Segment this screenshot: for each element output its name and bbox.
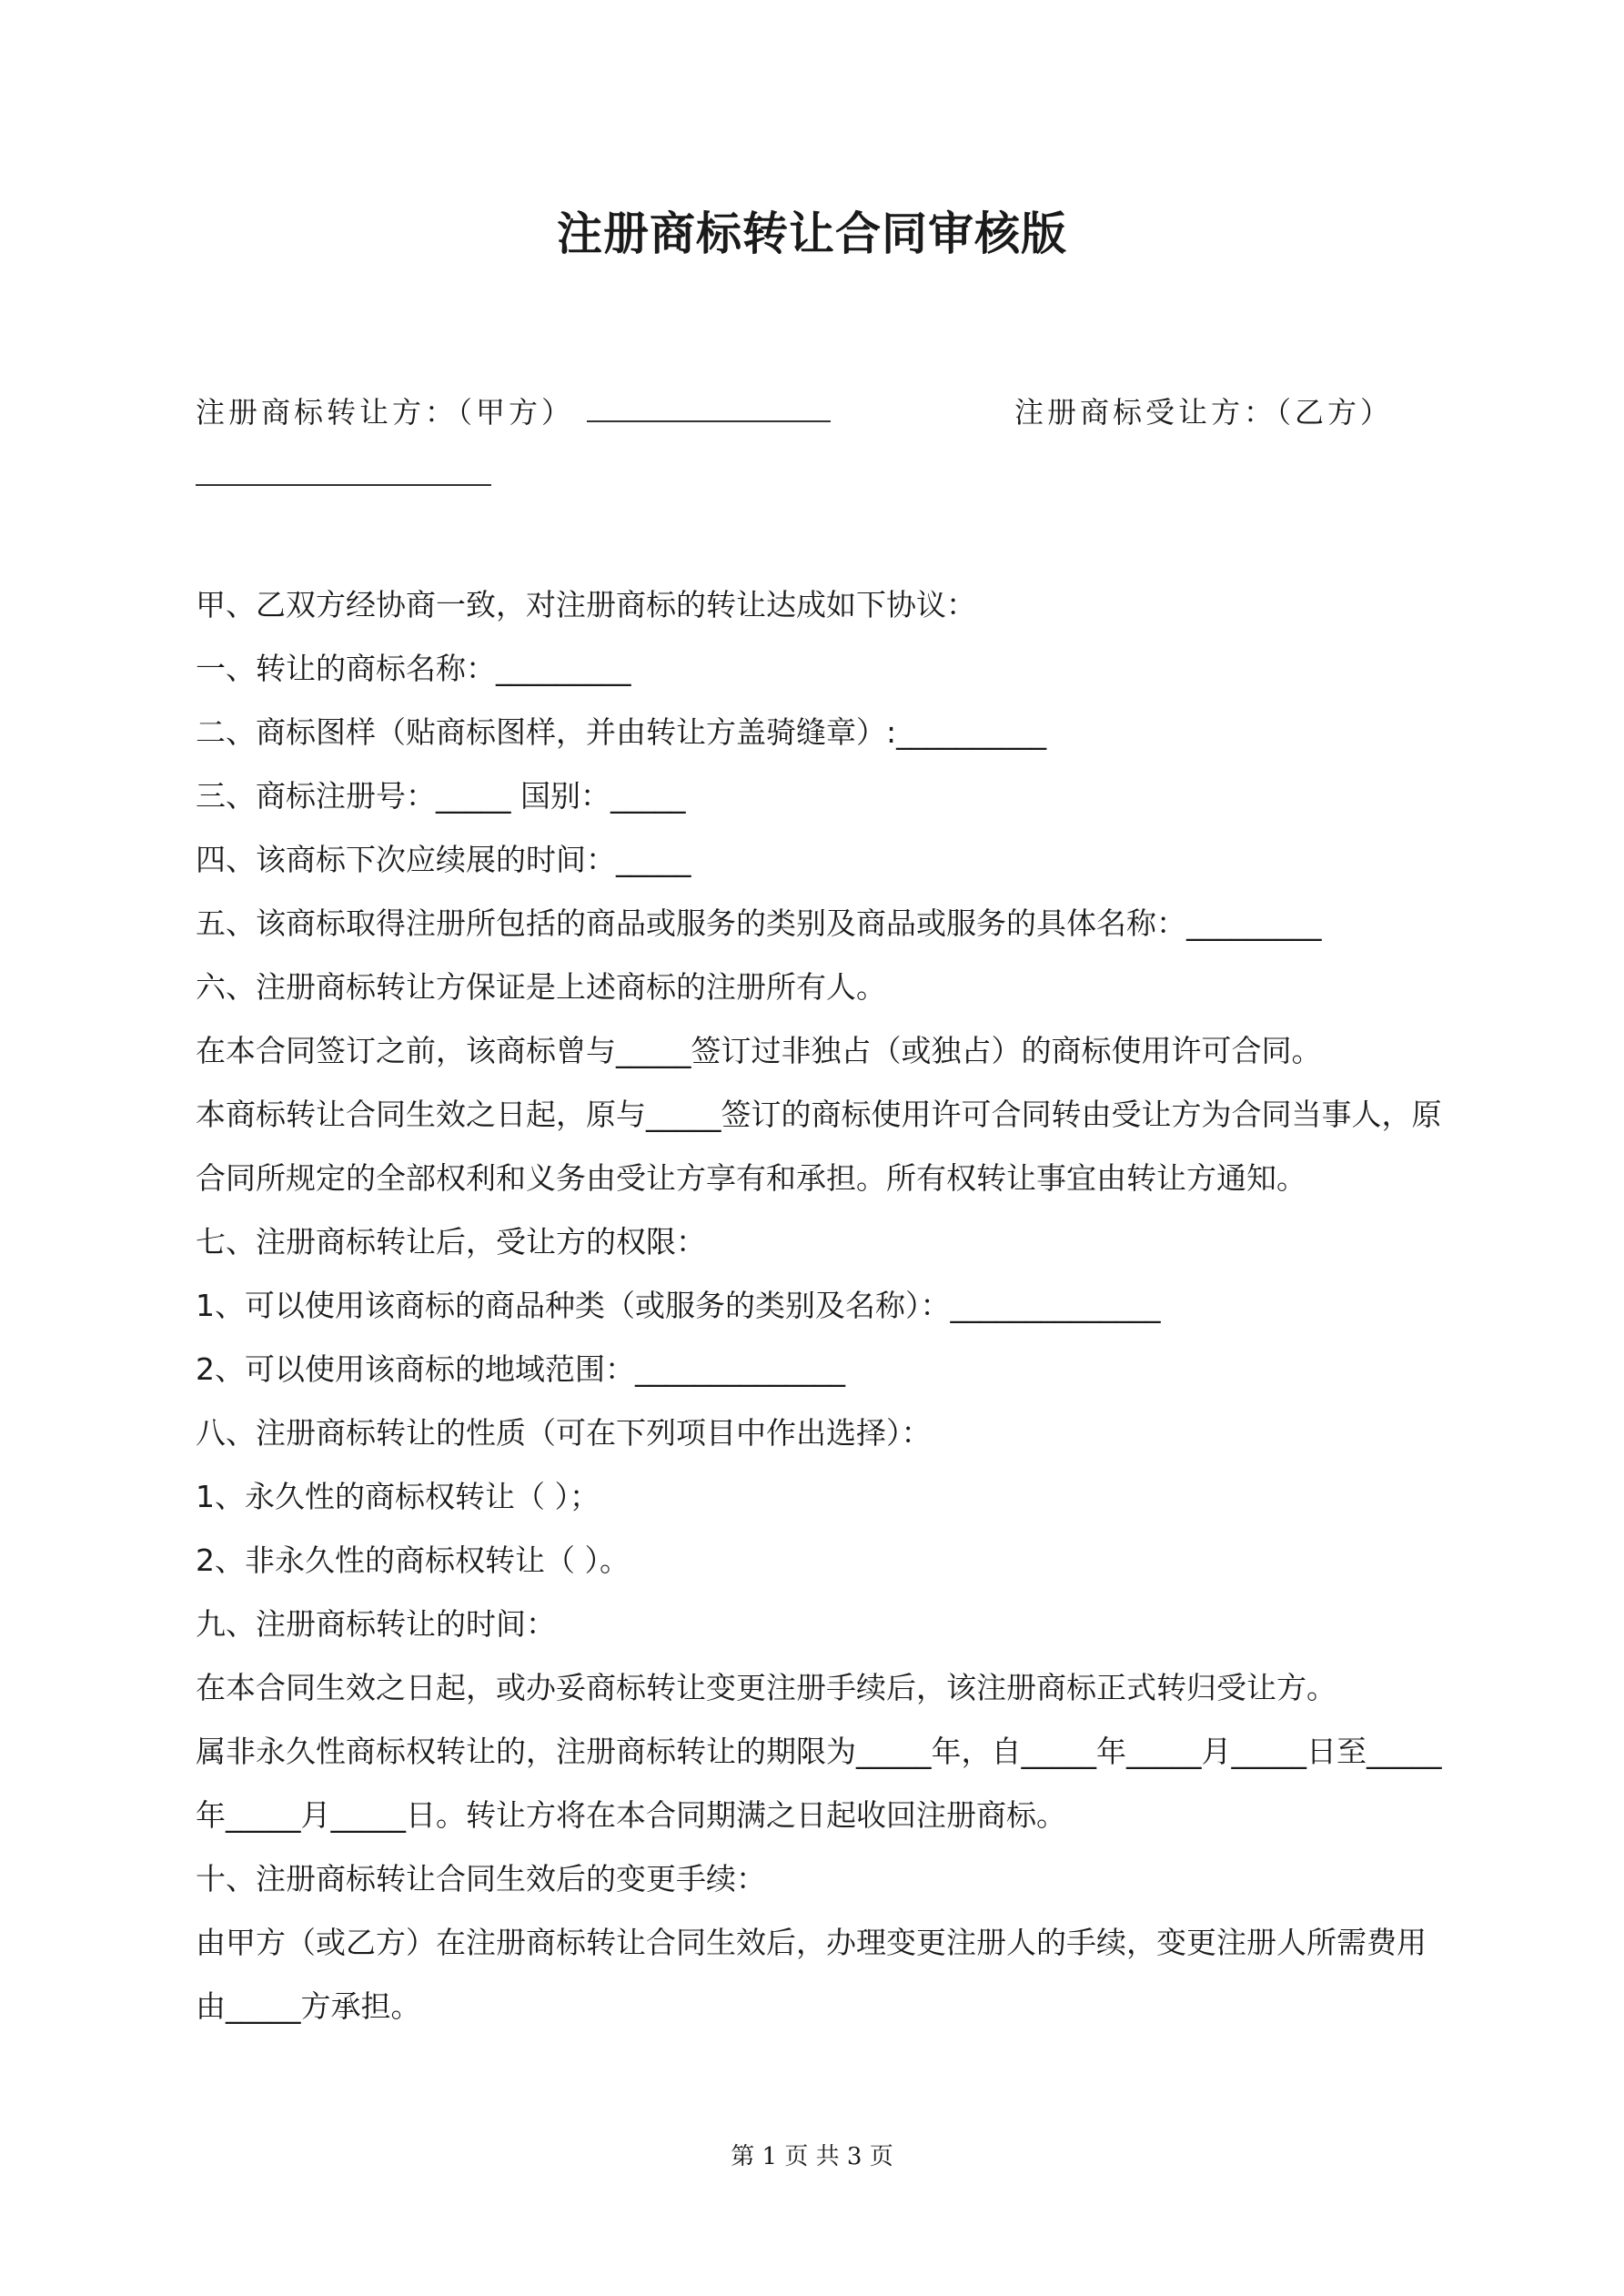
party-a-blank	[587, 393, 831, 422]
clause-6-license-transfer: 本商标转让合同生效之日起，原与_____签订的商标使用许可合同转由受让方为合同当事人，原合同所规定的全部权利和义务由受让方享有和承担。所有权转让事宜由转让方通知。	[196, 1097, 1442, 1196]
clause-9-heading: 九、注册商标转让的时间：	[196, 1606, 556, 1642]
party-b-blank	[196, 444, 491, 486]
clause-8-heading: 八、注册商标转让的性质（可在下列项目中作出选择）：	[196, 1415, 932, 1451]
document-title: 注册商标转让合同审核版	[557, 207, 1067, 260]
party-a-label: 注册商标转让方：（甲方）	[196, 395, 575, 430]
clause-9-term: 属非永久性商标权转让的，注册商标转让的期限为_____年，自_____年_____月_____日至_____年_____月_____日。转让方将在本合同期满之日起收回注册商标。	[196, 1734, 1442, 1833]
page-footer: 第 1 页 共 3 页	[731, 2143, 893, 2170]
clause-2-trademark-image: 二、商标图样（贴商标图样，并由转让方盖骑缝章）:__________	[196, 714, 1047, 750]
party-b-label: 注册商标受让方：（乙方）	[1014, 395, 1394, 430]
clause-10-procedure: 由甲方（或乙方）在注册商标转让合同生效后，办理变更注册人的手续，变更注册人所需费用由_____方承担。	[196, 1925, 1427, 2024]
party-b	[1014, 380, 1393, 444]
clause-7-heading: 七、注册商标转让后，受让方的权限：	[196, 1224, 706, 1259]
clause-6-prior-license: 在本合同签订之前，该商标曾与_____签订过非独占（或独占）的商标使用许可合同。	[196, 1033, 1322, 1068]
intro-paragraph: 甲、乙双方经协商一致，对注册商标的转让达成如下协议：	[196, 587, 976, 622]
parties-row	[196, 380, 1451, 444]
clause-1-trademark-name: 一、转让的商标名称：_________	[196, 651, 631, 686]
clause-9-effective: 在本合同生效之日起，或办妥商标转让变更注册手续后，该注册商标正式转归受让方。	[196, 1670, 1337, 1705]
clause-8-option-1: 1、永久性的商标权转让（ ）；	[196, 1479, 600, 1514]
clause-8-option-2: 2、非永久性的商标权转让（ ）。	[196, 1542, 630, 1578]
clause-4-renewal-time: 四、该商标下次应续展的时间：_____	[196, 842, 691, 877]
clause-6-ownership: 六、注册商标转让方保证是上述商标的注册所有人。	[196, 969, 886, 1005]
clause-3-registration-number: 三、商标注册号：_____ 国别：_____	[196, 778, 686, 814]
party-b-blank-row	[196, 444, 491, 508]
party-a	[196, 380, 831, 444]
clause-5-goods-services: 五、该商标取得注册所包括的商品或服务的类别及商品或服务的具体名称：_________	[196, 905, 1322, 941]
contract-body	[196, 573, 1447, 2038]
clause-7-item-1: 1、可以使用该商标的商品种类（或服务的类别及名称）：______________	[196, 1288, 1161, 1323]
clause-7-item-2: 2、可以使用该商标的地域范围：______________	[196, 1351, 845, 1387]
clause-10-heading: 十、注册商标转让合同生效后的变更手续：	[196, 1861, 766, 1896]
